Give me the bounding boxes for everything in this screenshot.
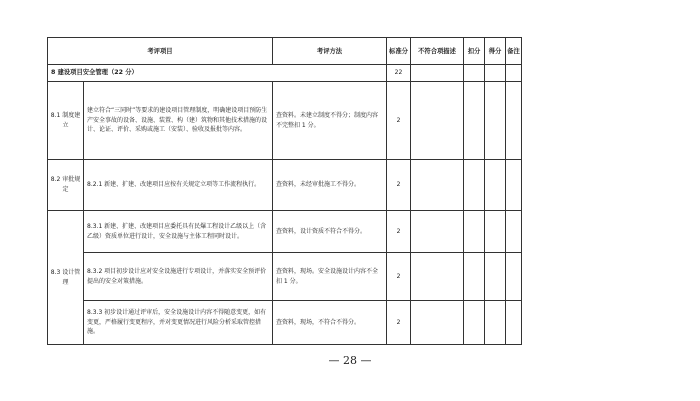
row-content: 8.3.1 新建、扩建、改建项目应委托具有民爆工程设计乙级以上（含乙级）资质单位进行设计，安全设施与主体工程同时设计。: [84, 211, 273, 253]
row-deduct: [464, 82, 485, 160]
row-score: 2: [387, 211, 411, 253]
row-category: 8.3 设计管理: [48, 211, 84, 345]
row-noncompliant: [411, 160, 464, 211]
row-method: 查资料，现场，不符合不得分。: [273, 301, 387, 345]
section-title: 8 建设项目安全管理（22 分）: [48, 65, 387, 82]
row-content: 8.3.3 初步设计通过评审后，安全设施设计内容不得随意变更，如有变更，严格履行变更程序，并对变更情况进行风险分析采取管控措施。: [84, 301, 273, 345]
section-row: [48, 65, 522, 82]
row-score: 2: [387, 301, 411, 345]
table-row: [48, 301, 522, 345]
header-gain: 得分: [485, 38, 506, 65]
row-method: 查资料，设计资质不符合不得分。: [273, 211, 387, 253]
row-deduct: [464, 160, 485, 211]
row-score: 2: [387, 253, 411, 301]
row-content: 8.2.1 新建、扩建、改建项目应按有关规定立项等工作流程执行。: [84, 160, 273, 211]
table-row: [48, 82, 522, 160]
row-gain: [485, 82, 506, 160]
row-content: 8.3.2 项目初步设计应对安全设施进行专项设计，并落实安全预评价提出的安全对策措施。: [84, 253, 273, 301]
row-category: 8.1 制度建立: [48, 82, 84, 160]
assessment-table: [47, 37, 522, 345]
row-score: 2: [387, 82, 411, 160]
row-gain: [485, 301, 506, 345]
section-noncompliant: [411, 65, 464, 82]
section-deduct: [464, 65, 485, 82]
table-row: [48, 253, 522, 301]
page-number: — 28 —: [328, 354, 372, 367]
row-gain: [485, 160, 506, 211]
row-gain: [485, 211, 506, 253]
header-remark: 备注: [506, 38, 522, 65]
row-content: 建立符合“三同时”等要求的建设项目管理制度，明确建设项目预防生产安全事故的设备、设施、装置、构（建）筑物和其他技术措施的设计、论证、评价、采购或施工（安装）、验收及报批等内容。: [84, 82, 273, 160]
row-noncompliant: [411, 211, 464, 253]
row-method: 查资料，未经审批施工不得分。: [273, 160, 387, 211]
table-row: [48, 160, 522, 211]
row-remark: [506, 301, 522, 345]
row-remark: [506, 211, 522, 253]
row-gain: [485, 253, 506, 301]
row-deduct: [464, 211, 485, 253]
header-deduct: 扣分: [464, 38, 485, 65]
header-method: 考评方法: [273, 38, 387, 65]
row-method: 查资料。未建立制度不得分；制度内容不完整扣 1 分。: [273, 82, 387, 160]
row-score: 2: [387, 160, 411, 211]
row-method: 查资料，现场。安全设施设计内容不全扣 1 分。: [273, 253, 387, 301]
row-noncompliant: [411, 301, 464, 345]
row-category: 8.2 审批规定: [48, 160, 84, 211]
header-noncompliant: 不符合项描述: [411, 38, 464, 65]
section-remark: [506, 65, 522, 82]
row-noncompliant: [411, 82, 464, 160]
section-score: 22: [387, 65, 411, 82]
header-item: 考评项目: [48, 38, 273, 65]
row-remark: [506, 82, 522, 160]
section-gain: [485, 65, 506, 82]
row-remark: [506, 160, 522, 211]
header-score: 标准分: [387, 38, 411, 65]
row-remark: [506, 253, 522, 301]
row-noncompliant: [411, 253, 464, 301]
table-header-row: [48, 38, 522, 65]
table-row: [48, 211, 522, 253]
row-deduct: [464, 301, 485, 345]
row-deduct: [464, 253, 485, 301]
